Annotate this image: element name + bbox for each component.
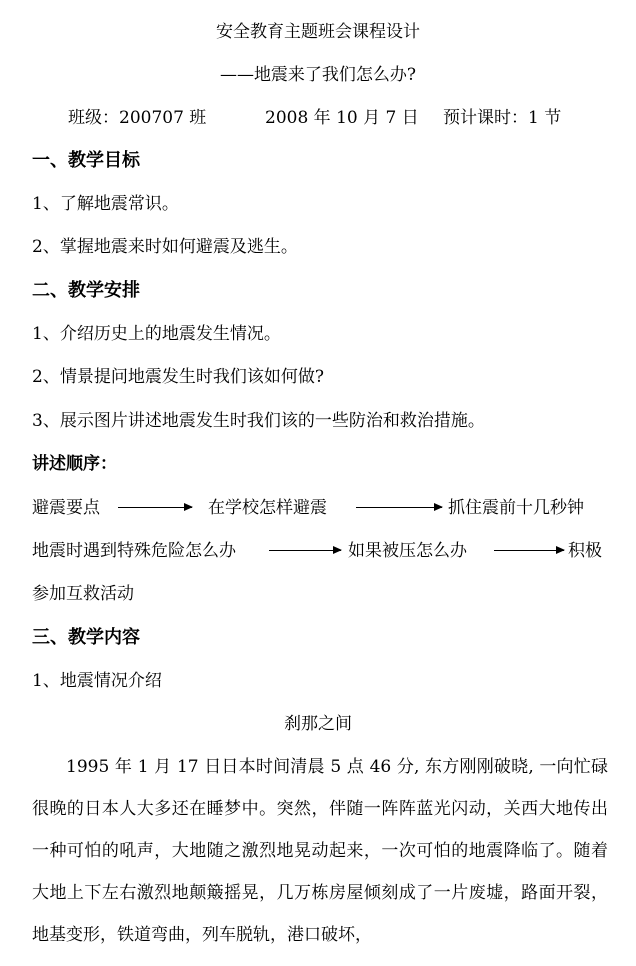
goal-item: 1、了解地震常识。 — [32, 194, 179, 214]
sequence-step: 在学校怎样避震 — [208, 498, 327, 518]
sequence-step: 地震时遇到特殊危险怎么办 — [32, 541, 236, 561]
section-heading-arrangement: 二、教学安排 — [32, 280, 140, 301]
lesson-date: 2008 年 10 月 7 日 — [265, 108, 419, 128]
story-title: 刹那之间 — [284, 714, 352, 734]
arrangement-item: 3、展示图片讲述地震发生时我们该的一些防治和救治措施。 — [32, 411, 485, 431]
sequence-step: 如果被压怎么办 — [348, 541, 467, 561]
arrangement-item: 2、情景提问地震发生时我们该如何做? — [32, 367, 324, 387]
sequence-row-2 — [32, 540, 608, 562]
class-label: 班级：200707 班 — [68, 108, 207, 128]
section-heading-goals: 一、教学目标 — [32, 150, 140, 171]
arrow-icon — [494, 550, 564, 551]
lesson-hours: 预计课时：1 节 — [443, 108, 562, 128]
arrangement-item: 1、介绍历史上的地震发生情况。 — [32, 324, 281, 344]
sequence-step: 避震要点 — [32, 498, 100, 518]
sequence-row-1 — [32, 497, 608, 519]
story-paragraph: 1995 年 1 月 17 日日本时间清晨 5 点 46 分, 东方刚刚破晓, 一向忙碌很晚的日本人大多还在睡梦中。突然，伴随一阵阵蓝光闪动，关西大地传出一种可怕的吼声，大地随之激烈地晃动起来，一次可怕的地震降临了。随着大地上下左右激烈地颠簸摇晃，几万栋房屋倾刻成了一片废墟，路面开裂，地基变形，铁道弯曲，列车脱轨，港口破坏， — [32, 757, 608, 945]
order-heading: 讲述顺序： — [32, 454, 117, 474]
arrow-icon — [356, 507, 442, 508]
arrow-icon — [118, 507, 192, 508]
document-title: 安全教育主题班会课程设计 — [216, 22, 420, 42]
sequence-step: 抓住震前十几秒钟 — [448, 498, 584, 518]
sequence-step-continued: 参加互救活动 — [32, 584, 134, 604]
goal-item: 2、掌握地震来时如何避震及逃生。 — [32, 237, 298, 257]
sequence-step: 积极 — [568, 541, 602, 561]
arrow-icon — [269, 550, 341, 551]
content-item: 1、地震情况介绍 — [32, 671, 162, 691]
document-subtitle: ——地震来了我们怎么办? — [219, 65, 417, 85]
section-heading-content: 三、教学内容 — [32, 627, 140, 648]
